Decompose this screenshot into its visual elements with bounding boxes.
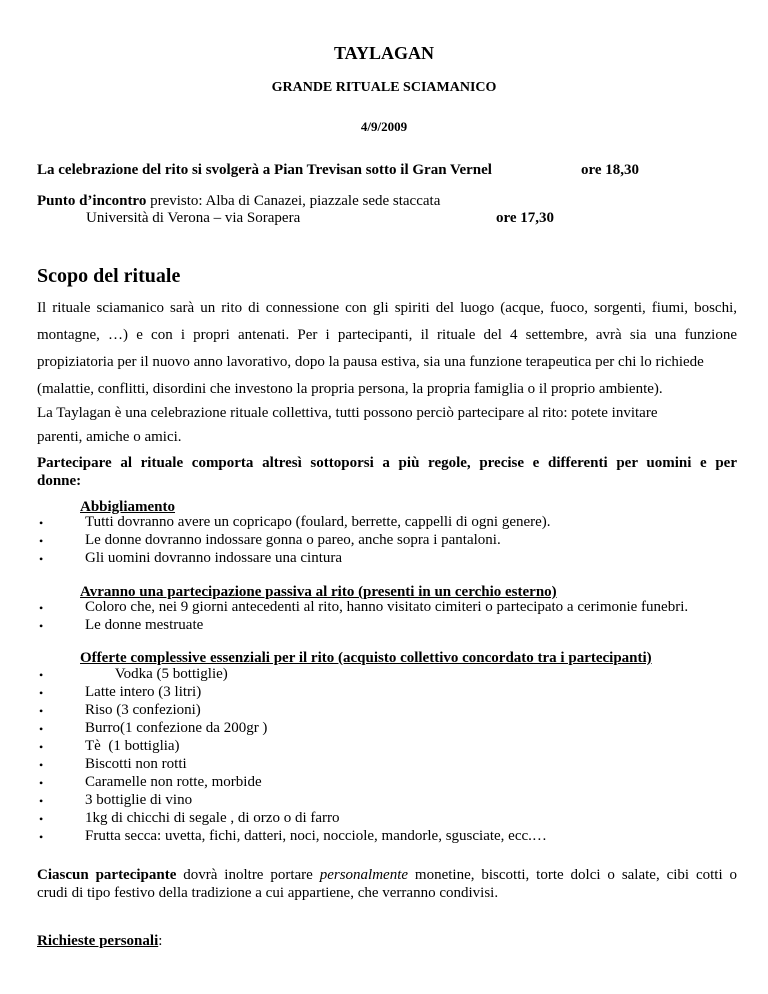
offering-item: Tè (1 bottiglia) bbox=[85, 738, 180, 754]
document-title: TAYLAGAN bbox=[333, 43, 435, 63]
scope-line: (malattie, conflitti, disordini che investono la propria persona, la propria famiglia o il proprio ambiente). bbox=[37, 381, 663, 397]
bullet-icon: • bbox=[39, 794, 44, 808]
scope-line: propiziatoria per il nuovo anno lavorativo, dopo la pausa estiva, sia una funzione terapeutica per chi lo richiede bbox=[37, 354, 704, 370]
meeting-address: Università di Verona – via Sorapera bbox=[86, 210, 301, 226]
offering-item: Frutta secca: uvetta, fichi, datteri, noci, nocciole, mandorle, sgusciate, ecc.… bbox=[85, 828, 547, 844]
bullet-icon: • bbox=[39, 686, 44, 700]
participant-italic: personalmente bbox=[319, 867, 409, 883]
offering-item: Caramelle non rotte, morbide bbox=[85, 774, 262, 790]
participant-line2: crudi di tipo festivo della tradizione a cui appartiene, che verranno condivisi. bbox=[37, 885, 499, 901]
bullet-icon: • bbox=[39, 812, 44, 826]
scope-line: montagne, …) e con i propri antenati. Per i partecipanti, il rituale del 4 settembre, avrà sia una funzione bbox=[37, 327, 737, 343]
bullet-icon: • bbox=[39, 758, 44, 772]
celebration-location: La celebrazione del rito si svolgerà a Pian Trevisan sotto il Gran Vernel bbox=[37, 162, 492, 178]
section-heading-scope: Scopo del rituale bbox=[37, 265, 181, 287]
offering-item: Biscotti non rotti bbox=[85, 756, 187, 772]
rules-intro-line1: Partecipare al rituale comporta altresì sottoporsi a più regole, precise e differenti per uomini e per bbox=[37, 455, 737, 471]
bullet-icon: • bbox=[39, 668, 44, 682]
clothing-item: Le donne dovranno indossare gonna o pareo, anche sopra i pantaloni. bbox=[85, 532, 501, 548]
passive-heading: Avranno una partecipazione passiva al rito (presenti in un cerchio esterno) bbox=[80, 584, 557, 600]
offering-item: 1kg di chicchi di segale , di orzo o di farro bbox=[85, 810, 340, 826]
bullet-icon: • bbox=[39, 704, 44, 718]
offering-item: Latte intero (3 litri) bbox=[85, 684, 202, 700]
scope-line: parenti, amiche o amici. bbox=[37, 429, 182, 445]
bullet-icon: • bbox=[39, 776, 44, 790]
bullet-icon: • bbox=[39, 619, 44, 633]
meeting-label: Punto d’incontro bbox=[37, 193, 147, 209]
offering-item: 3 bottiglie di vino bbox=[85, 792, 193, 808]
scope-line: Il rituale sciamanico sarà un rito di connessione con gli spiriti del luogo (acque, fuoco, sorgenti, fiumi, boschi, bbox=[37, 300, 737, 316]
passive-item: Coloro che, nei 9 giorni antecedenti al rito, hanno visitato cimiteri o partecipato a cerimonie funebri. bbox=[85, 599, 689, 615]
bullet-icon: • bbox=[39, 830, 44, 844]
clothing-item: Gli uomini dovranno indossare una cintura bbox=[85, 550, 343, 566]
bullet-icon: • bbox=[39, 552, 44, 566]
rules-intro-line2: donne: bbox=[37, 473, 82, 489]
requests-label: Richieste personali bbox=[37, 933, 159, 949]
participant-text1: dovrà inoltre portare bbox=[176, 867, 320, 883]
bullet-icon: • bbox=[39, 722, 44, 736]
document-subtitle: GRANDE RITUALE SCIAMANICO bbox=[271, 80, 497, 95]
clothing-item: Tutti dovranno avere un copricapo (foulard, berrette, cappelli di ogni genere). bbox=[85, 514, 551, 530]
meeting-point bbox=[37, 193, 440, 210]
scope-line: La Taylagan è una celebrazione rituale collettiva, tutti possono perciò partecipare al rito: potete invitare bbox=[37, 405, 658, 421]
bullet-icon: • bbox=[39, 534, 44, 548]
requests-colon: : bbox=[158, 933, 163, 949]
offering-item: Burro(1 confezione da 200gr ) bbox=[85, 720, 268, 736]
bullet-icon: • bbox=[39, 516, 44, 530]
bullet-icon: • bbox=[39, 740, 44, 754]
offering-item: Riso (3 confezioni) bbox=[85, 702, 201, 718]
participant-text2: monetine, biscotti, torte dolci o salate, cibi cotti o bbox=[408, 867, 738, 883]
celebration-time: ore 18,30 bbox=[581, 162, 640, 178]
meeting-text: previsto: Alba di Canazei, piazzale sede staccata bbox=[146, 193, 441, 209]
bullet-icon: • bbox=[39, 601, 44, 615]
document-date: 4/9/2009 bbox=[360, 119, 408, 134]
clothing-heading: Abbigliamento bbox=[80, 499, 176, 515]
participant-lead: Ciascun partecipante bbox=[37, 867, 177, 883]
offering-item: Vodka (5 bottiglie) bbox=[85, 666, 228, 682]
passive-item: Le donne mestruate bbox=[85, 617, 204, 633]
meeting-time: ore 17,30 bbox=[496, 210, 555, 226]
requests-heading bbox=[37, 933, 162, 950]
offerings-heading: Offerte complessive essenziali per il rito (acquisto collettivo concordato tra i partecipanti) bbox=[80, 650, 652, 666]
participant-line1 bbox=[37, 867, 737, 884]
